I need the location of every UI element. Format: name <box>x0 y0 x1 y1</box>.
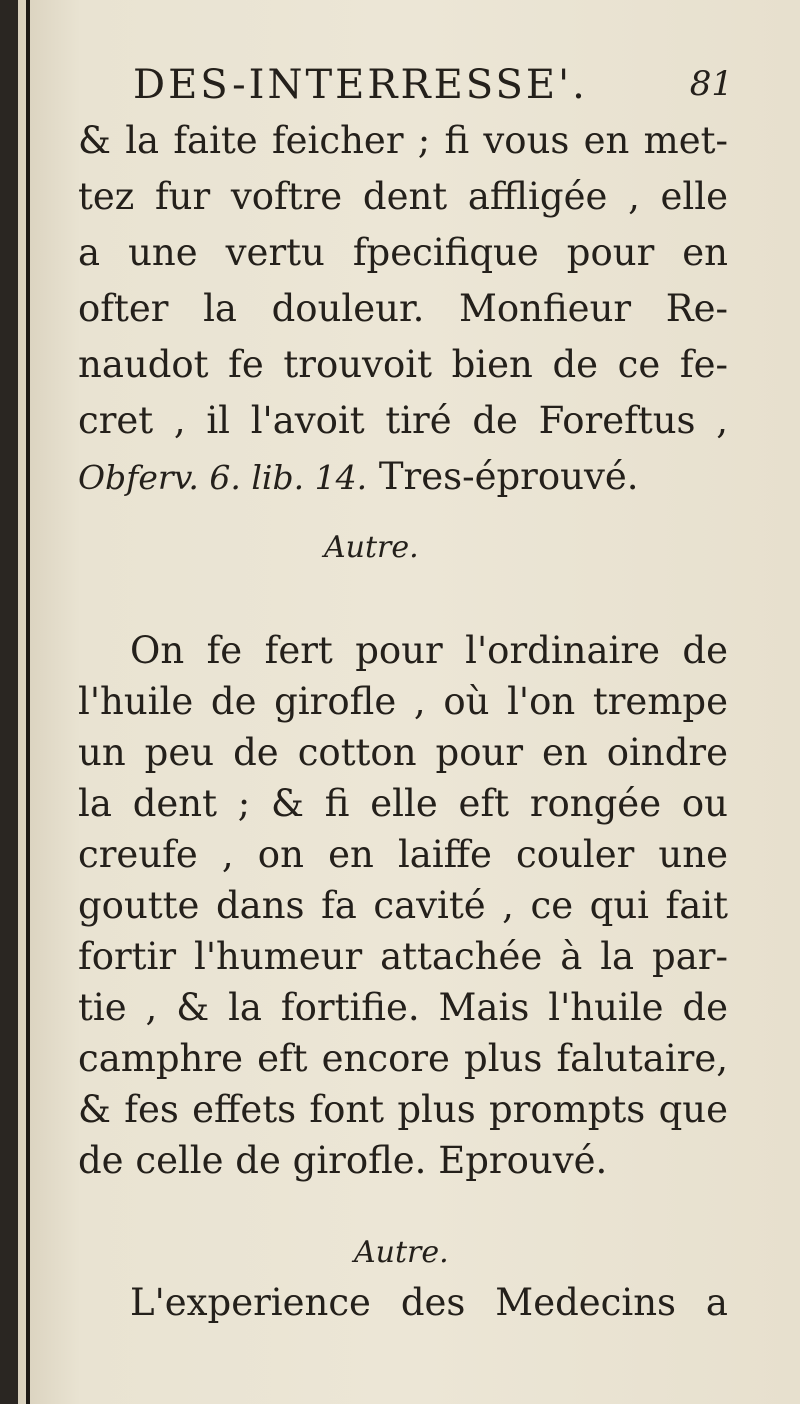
text-line: & la faite feicher ; fi vous en met- <box>78 119 728 162</box>
text-line: de celle de girofle. Eprouvé. <box>78 1139 608 1182</box>
text-line: la dent ; & fi elle eft rongée ou <box>78 782 728 825</box>
text-line: a une vertu fpecifique pour en <box>78 231 728 274</box>
citation-note: Tres-éprouvé. <box>367 455 639 498</box>
text-line: creufe , on en laiffe couler une <box>78 833 728 876</box>
text-line: & fes effets font plus prompts que <box>78 1088 728 1131</box>
text-line: tie , & la fortifie. Mais l'huile de <box>78 986 728 1029</box>
text-line: cret , il l'avoit tiré de Foreftus , <box>78 399 728 442</box>
text-line: naudot fe trouvoit bien de ce fe- <box>78 343 728 386</box>
text-line-citation <box>78 455 728 498</box>
page-number: 81 <box>689 64 733 104</box>
text-line: fortir l'humeur attachée à la par- <box>78 935 728 978</box>
text-line: camphre eft encore plus falutaire, <box>78 1037 728 1080</box>
text-line: L'experience des Medecins a <box>130 1281 728 1324</box>
text-line: goutte dans fa cavité , ce qui fait <box>78 884 728 927</box>
book-page <box>18 0 800 1404</box>
citation-reference: Obferv. 6. lib. 14. <box>78 458 368 497</box>
text-line: tez fur voftre dent affligée , elle <box>78 175 728 218</box>
page-gutter-edge <box>26 0 30 1404</box>
text-line: l'huile de girofle , où l'on trempe <box>78 680 728 723</box>
running-head <box>133 62 733 108</box>
text-line: On fe fert pour l'ordinaire de <box>130 629 728 672</box>
text-line: un peu de cotton pour en oindre <box>78 731 728 774</box>
section-heading: Autre. <box>354 1235 449 1270</box>
text-line: ofter la douleur. Monfieur Re- <box>78 287 728 330</box>
running-head-title: DES-INTERRESSE'. <box>133 62 588 108</box>
section-heading: Autre. <box>324 530 419 565</box>
